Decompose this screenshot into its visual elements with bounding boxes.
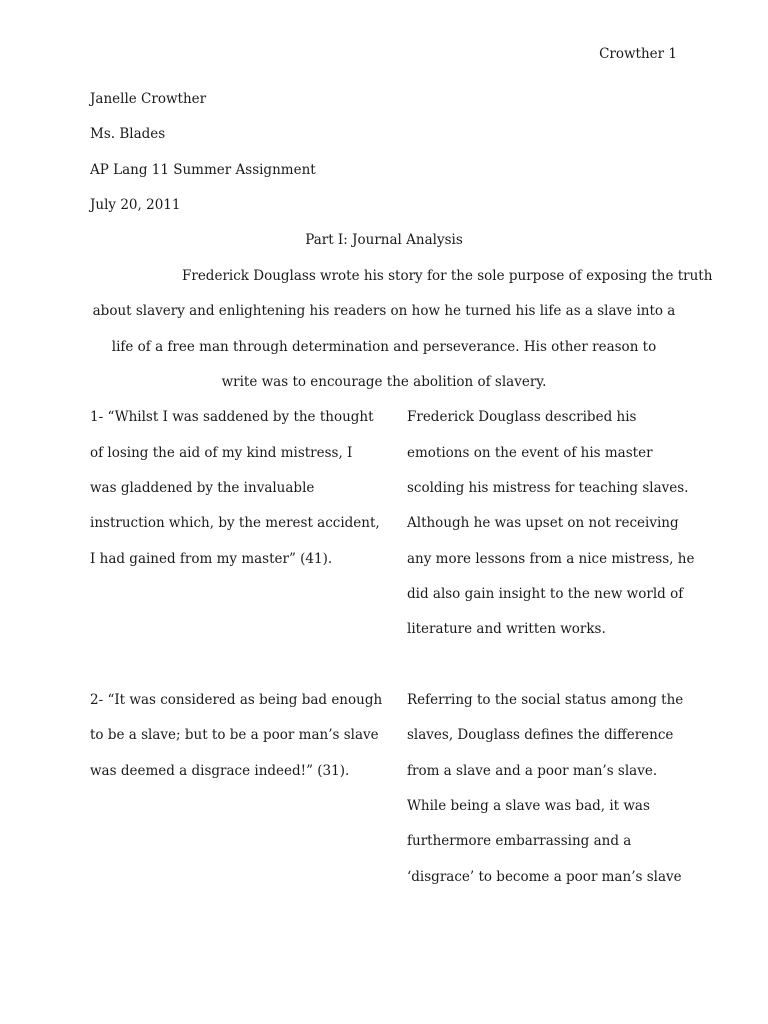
quote-line: was deemed a disgrace indeed!” (31). bbox=[90, 763, 350, 779]
analysis-line: from a slave and a poor man’s slave. bbox=[407, 763, 658, 779]
analysis-line: Referring to the social status among the bbox=[407, 692, 684, 708]
analysis-line: emotions on the event of his master bbox=[407, 445, 653, 461]
intro-line: life of a free man through determination and perseverance. His other reason to bbox=[111, 339, 657, 355]
document-date: July 20, 2011 bbox=[90, 197, 181, 213]
quote-line: 1- “Whilst I was saddened by the thought bbox=[90, 409, 374, 425]
intro-line: Frederick Douglass wrote his story for the sole purpose of exposing the truth bbox=[182, 268, 713, 284]
analysis-line: While being a slave was bad, it was bbox=[407, 798, 650, 814]
analysis-line: slaves, Douglass defines the difference bbox=[407, 727, 674, 743]
analysis-line: did also gain insight to the new world of bbox=[407, 586, 684, 602]
quote-line: of losing the aid of my kind mistress, I bbox=[90, 445, 353, 461]
analysis-line: any more lessons from a nice mistress, he bbox=[407, 551, 695, 567]
section-title: Part I: Journal Analysis bbox=[305, 232, 463, 248]
intro-line: write was to encourage the abolition of slavery. bbox=[221, 374, 547, 390]
quote-line: I had gained from my master” (41). bbox=[90, 551, 333, 567]
quote-line: 2- “It was considered as being bad enough bbox=[90, 692, 383, 708]
course-name: AP Lang 11 Summer Assignment bbox=[90, 162, 316, 178]
quote-line: instruction which, by the merest accident, bbox=[90, 515, 380, 531]
analysis-line: literature and written works. bbox=[407, 621, 606, 637]
author-name: Janelle Crowther bbox=[90, 91, 207, 107]
quote-line: to be a slave; but to be a poor man’s slave bbox=[90, 727, 379, 743]
running-head: Crowther 1 bbox=[599, 46, 677, 62]
analysis-line: furthermore embarrassing and a bbox=[407, 833, 632, 849]
analysis-line: Frederick Douglass described his bbox=[407, 409, 637, 425]
analysis-line: Although he was upset on not receiving bbox=[407, 515, 679, 531]
analysis-line: scolding his mistress for teaching slaves. bbox=[407, 480, 689, 496]
quote-line: was gladdened by the invaluable bbox=[90, 480, 315, 496]
analysis-line: ‘disgrace’ to become a poor man’s slave bbox=[407, 869, 682, 885]
teacher-name: Ms. Blades bbox=[90, 126, 166, 142]
intro-line: about slavery and enlightening his readers on how he turned his life as a slave into a bbox=[92, 303, 676, 319]
